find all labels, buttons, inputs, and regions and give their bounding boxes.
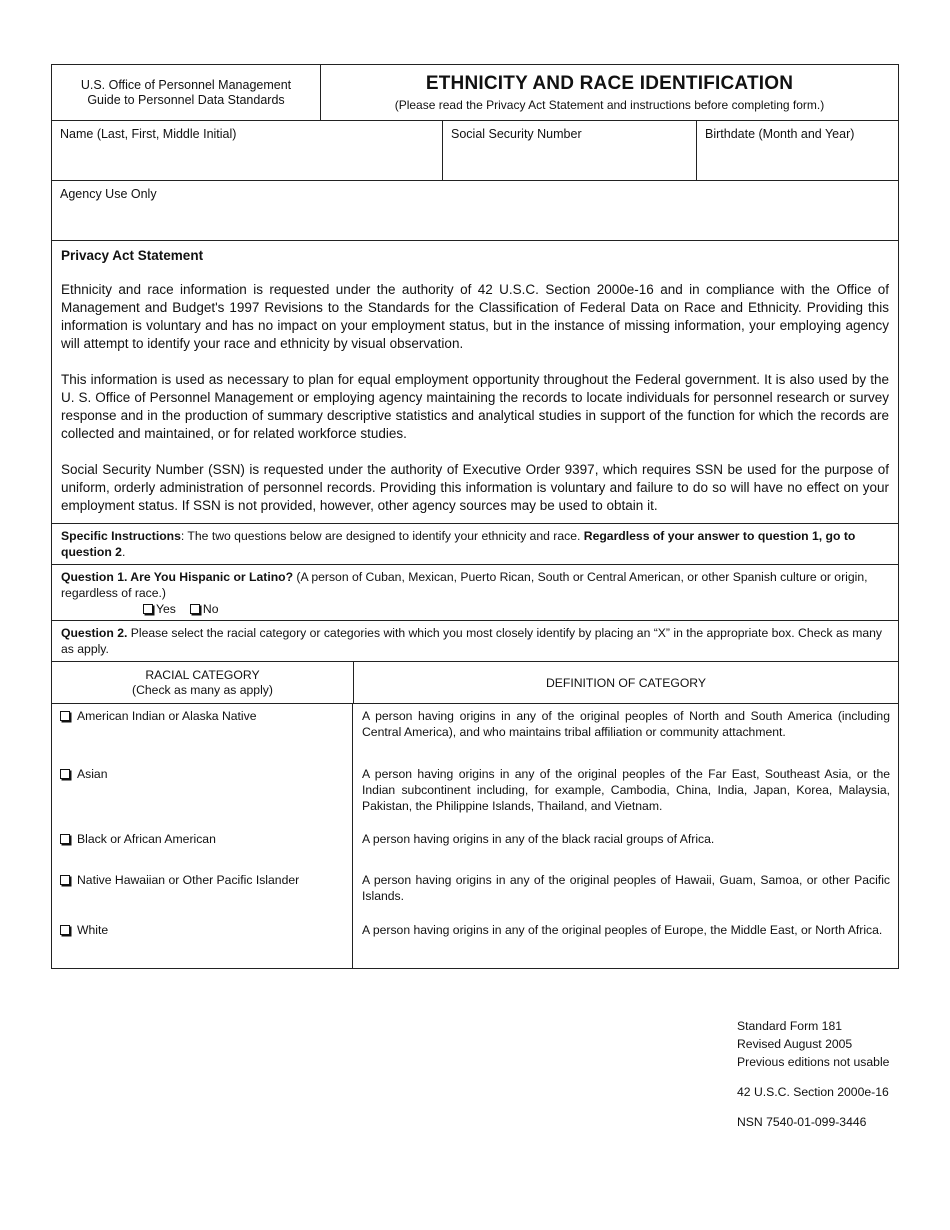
definition-column	[353, 704, 898, 968]
instructions-text: : The two questions below are designed to identify your ethnicity and race.	[180, 529, 584, 543]
form-header	[52, 65, 898, 121]
race-table-header	[52, 662, 898, 704]
privacy-act-statement	[52, 241, 898, 524]
ssn-field[interactable]	[443, 121, 697, 180]
pacific-islander-checkbox[interactable]	[60, 875, 70, 885]
birthdate-field[interactable]	[697, 121, 898, 180]
legal-authority: 42 U.S.C. Section 2000e-16	[737, 1085, 889, 1099]
specific-instructions	[52, 524, 898, 565]
question-1-options	[143, 601, 889, 617]
title-block	[321, 65, 898, 120]
question-2	[52, 621, 898, 662]
ethnicity-race-form	[51, 64, 899, 969]
category-column	[52, 704, 353, 968]
birthdate-label: Birthdate (Month and Year)	[705, 127, 855, 141]
definition-header	[354, 662, 898, 703]
no-checkbox[interactable]	[190, 604, 200, 614]
ssn-label: Social Security Number	[451, 127, 582, 141]
instructions-label: Specific Instructions	[61, 529, 181, 543]
privacy-heading: Privacy Act Statement	[61, 248, 204, 263]
definition-black: A person having origins in any of the black racial groups of Africa.	[362, 832, 715, 846]
nsn-number: NSN 7540-01-099-3446	[737, 1115, 867, 1129]
black-checkbox[interactable]	[60, 834, 70, 844]
asian-checkbox[interactable]	[60, 769, 70, 779]
privacy-paragraph-3: Social Security Number (SSN) is requested under the authority of Executive Order 9397, which requires SSN be used for the purpose of uniform, orderly administration of personnel records. Providing this information is voluntary and failure to do so will have no effect on your employment status. If SSN is not provided, however, other agency sources may be used to obtain it.	[61, 462, 889, 513]
instructions-end: .	[121, 545, 126, 559]
category-label: Asian	[77, 767, 108, 781]
question-2-label: Question 2.	[61, 626, 128, 640]
name-label: Name (Last, First, Middle Initial)	[60, 127, 237, 141]
definition-white: A person having origins in any of the original peoples of Europe, the Middle East, or North Africa.	[362, 923, 883, 937]
no-option[interactable]	[190, 601, 219, 617]
yes-label: Yes	[156, 602, 176, 616]
form-subtitle: (Please read the Privacy Act Statement and instructions before completing form.)	[394, 98, 825, 112]
race-option-american-indian[interactable]	[52, 704, 352, 762]
white-checkbox[interactable]	[60, 925, 70, 935]
question-1-label: Question 1. Are You Hispanic or Latino?	[61, 570, 294, 584]
form-number: Standard Form 181	[737, 1019, 843, 1033]
american-indian-checkbox[interactable]	[60, 711, 70, 721]
question-1-text-block	[61, 569, 889, 601]
previous-editions-note: Previous editions not usable	[737, 1055, 890, 1069]
definition-heading: DEFINITION OF CATEGORY	[545, 675, 707, 690]
agency-name: U.S. Office of Personnel Management	[80, 77, 292, 92]
form-title: ETHNICITY AND RACE IDENTIFICATION	[425, 73, 794, 94]
question-1	[52, 565, 898, 621]
question-2-text: Please select the racial category or categories with which you most closely identify by placing an “X” in the appropriate box. Check as many as apply.	[61, 626, 883, 656]
privacy-paragraph-1: Ethnicity and race information is requested under the authority of 42 U.S.C. Section 2000e-16 and in compliance with the Office of Management and Budget's 1997 Revisions to the Standards for the Classification of Federal Data on Race and Ethnicity. Providing this information is voluntary and has no impact on your employment status, but in the instance of missing information, your employing agency will attempt to identify your race and ethnicity by visual observation.	[61, 282, 889, 351]
definition-pacific-islander: A person having origins in any of the original peoples of Hawaii, Guam, Samoa, or other Pacific Islands.	[362, 873, 890, 903]
category-label: White	[77, 923, 109, 937]
racial-category-header	[52, 662, 354, 703]
name-field[interactable]	[52, 121, 443, 180]
instructions-bold-text: Regardless of your answer to question 1, go to question 2	[61, 529, 856, 559]
privacy-paragraph-2: This information is used as necessary to plan for equal employment opportunity throughout the Federal government. It is also used by the U. S. Office of Personnel Management or employing agency maintaining the records to locate individuals for personnel research or survey response and in the production of summary descriptive statistics and analytical studies in support of the function for which the records are collected and maintained, or for related workforce studies.	[61, 372, 889, 441]
no-label: No	[202, 602, 219, 616]
category-label: American Indian or Alaska Native	[77, 709, 257, 723]
question-1-text: (A person of Cuban, Mexican, Puerto Rican, South or Central American, or other Spanish culture or origin, regardless of race.)	[61, 570, 868, 600]
racial-category-hint: (Check as many as apply)	[132, 682, 273, 697]
form-footer	[737, 1017, 889, 1131]
yes-option[interactable]	[143, 601, 176, 617]
racial-category-heading: RACIAL CATEGORY	[145, 667, 260, 682]
category-label: Native Hawaiian or Other Pacific Islander	[77, 873, 300, 887]
revision-date: Revised August 2005	[737, 1037, 853, 1051]
race-option-pacific-islander[interactable]	[52, 868, 352, 918]
race-table-body	[52, 704, 898, 968]
agency-guide: Guide to Personnel Data Standards	[87, 92, 285, 107]
identity-row	[52, 121, 898, 181]
definition-american-indian: A person having origins in any of the original peoples of North and South America (including Central America), and who maintains tribal affiliation or community attachment.	[362, 709, 890, 739]
race-option-black[interactable]	[52, 827, 352, 868]
agency-block	[52, 65, 321, 120]
race-option-asian[interactable]	[52, 762, 352, 827]
agency-use-field[interactable]	[52, 181, 898, 241]
agency-use-label: Agency Use Only	[60, 187, 157, 201]
definition-asian: A person having origins in any of the original peoples of the Far East, Southeast Asia, or the Indian subcontinent including, for example, Cambodia, China, India, Japan, Korea, Malaysia, Pakistan, the Philippine Islands, Thailand, and Vietnam.	[362, 767, 890, 813]
yes-checkbox[interactable]	[143, 604, 153, 614]
race-option-white[interactable]	[52, 918, 352, 968]
category-label: Black or African American	[77, 832, 216, 846]
